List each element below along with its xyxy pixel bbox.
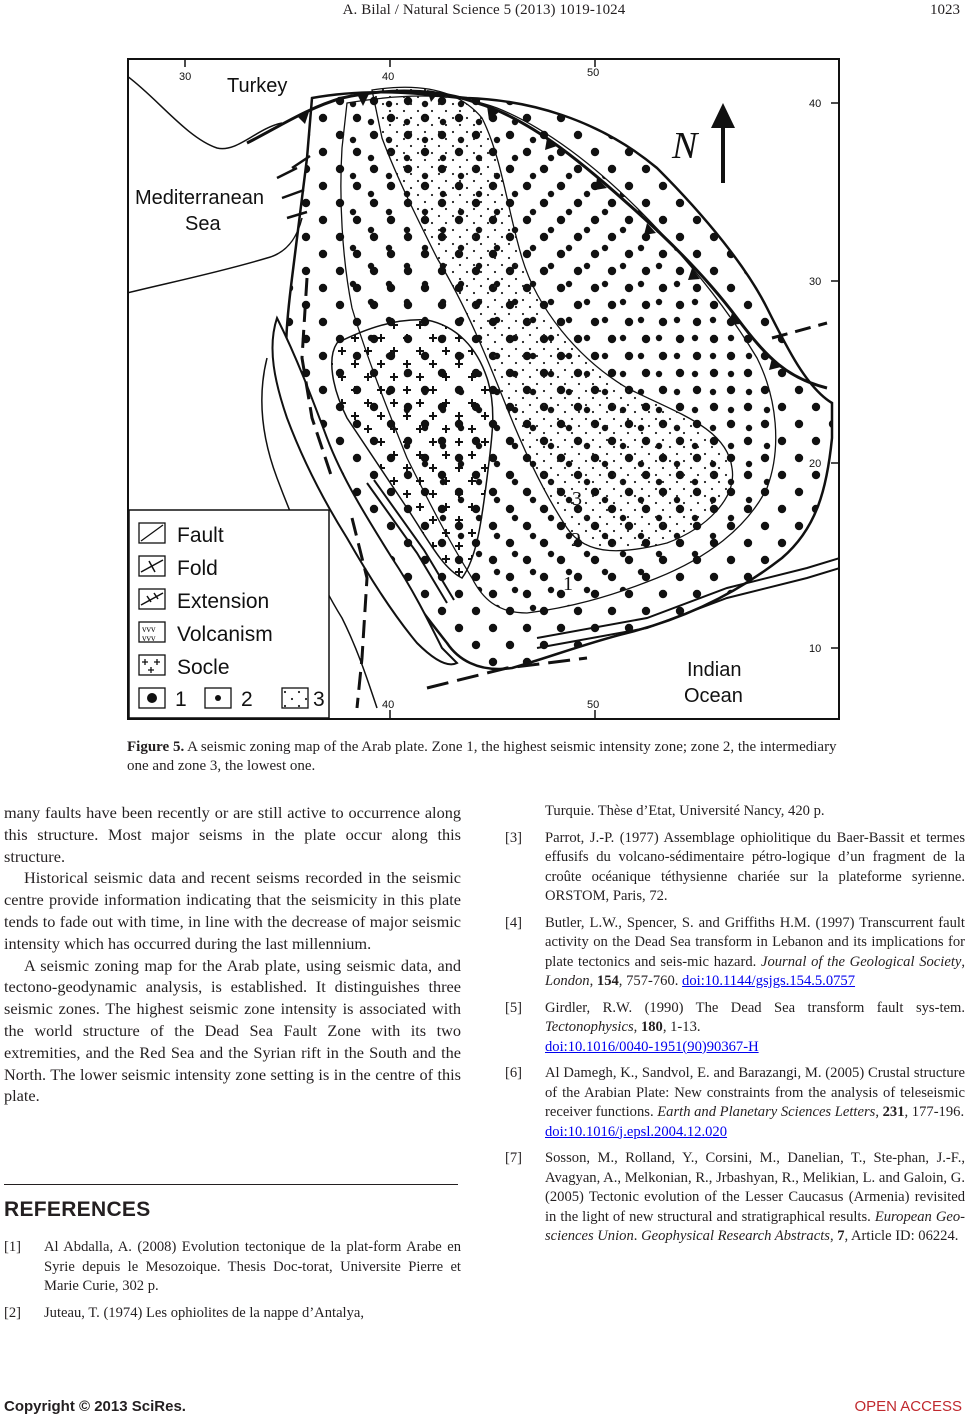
reference-number: [7] [505, 1150, 523, 1166]
reference-number: [1] [4, 1239, 22, 1255]
reference-separator: . [633, 1228, 642, 1244]
reference-pages: , 177-196. [904, 1104, 965, 1120]
paragraph-3: A seismic zoning map for the Arab plate, using seismic data, and tectono-geodynamic analysis, is established. It distinguishes three seismic zones. The highest seismic zone intensity is associated with the world structure of the Dead Sea Fault Zone with its two extremities, and the Red Sea and the Syrian rift in the South and the North. The lower seismic intensity zone setting is in the centre of this plate. [4, 955, 461, 1106]
label-mediterranean: Mediterranean [135, 187, 264, 209]
reference-separator: , [961, 953, 966, 970]
reference-volume: 231 [882, 1104, 905, 1120]
reference-text: Al Abdalla, A. (2008) Evolution tectonique de la plat-form Arabe en Syrie depuis le Mesozoique. Thesis Doc-torat, Universite Pierre et Marie Curie, 302 p. [44, 1239, 461, 1294]
reference-6 [505, 1064, 965, 1142]
paragraph-2: Historical seismic data and recent seisms recorded in the seismic centre provide information indicating that the seismicity in this plate tends to fade out with time, in line with the decrease of major seismic intensity which has occurred during the last millennium. [4, 868, 461, 953]
references-list-right [505, 802, 965, 1254]
reference-volume: 7 [837, 1228, 845, 1244]
reference-separator: , [633, 1019, 641, 1035]
reference-text: Sosson, M., Rolland, Y., Corsini, M., Danelian, T., Ste-phan, J.-F., Avagyan, A., Melkonian, R., Jrbashyan, R., Melikian, L. and Galoin, G. (2005) Tectonic evolution of the Lesser Caucasus (Armenia) revisited in the light of new structural and stratigraphical results. [545, 1150, 965, 1225]
reference-text: Parrot, J.-P. (1977) Assemblage ophiolitique du Baer-Bassit et termes effusifs du volcano-sédimentaire pétro-logique d’un fragment de la croûte océanique téthysienne chariée sur la plateforme syrienne. ORSTOM, Paris, 72. [545, 829, 965, 904]
reference-2 [4, 1304, 461, 1324]
reference-doi-link[interactable]: doi:10.1144/gsjgs.154.5.0757 [682, 973, 856, 989]
tick-right-40: 40 [809, 98, 822, 110]
figure-caption-label: Figure 5. [127, 739, 185, 755]
references-list-left [4, 1238, 461, 1330]
reference-journal: Tectonophysics [545, 1019, 634, 1035]
reference-text: Al Damegh, K., Sandvol, E. and Barazangi, M. (2005) Crustal structure of the Arabian Plate: New constraints from the analysis of teleseismic receiver functions. [545, 1065, 965, 1120]
references-heading: REFERENCES [4, 1198, 151, 1221]
reference-tail: , Article ID: 06224. [844, 1228, 959, 1244]
legend-zone2: 2 [241, 688, 253, 711]
label-indian: Indian [687, 659, 742, 681]
reference-2-continued [505, 802, 965, 822]
figure-caption [127, 738, 847, 776]
reference-number: [5] [505, 999, 523, 1016]
reference-doi-link[interactable]: doi:10.1016/j.epsl.2004.12.020 [545, 1123, 728, 1140]
section-divider [4, 1184, 458, 1185]
reference-7 [505, 1149, 965, 1247]
seismic-zoning-map [127, 58, 840, 720]
page-number: 1023 [930, 2, 960, 18]
legend-fold: Fold [177, 557, 218, 580]
seismic-zoning-map-figure [127, 58, 840, 720]
open-access-label: OPEN ACCESS [854, 1398, 962, 1415]
legend-fault: Fault [177, 524, 224, 547]
tick-bottom-50: 50 [587, 699, 600, 711]
running-title: A. Bilal / Natural Science 5 (2013) 1019-1024 [342, 2, 626, 18]
reference-pages: , 1-13. [662, 1019, 701, 1035]
reference-number: [3] [505, 829, 523, 846]
map-legend [129, 510, 329, 718]
tick-right-30: 30 [809, 276, 822, 288]
legend-zone3: 3 [313, 688, 325, 711]
reference-pages: , 757-760. [618, 973, 683, 989]
reference-journal: European Geo-sciences Union [545, 1208, 965, 1244]
reference-4 [505, 914, 965, 992]
svg-text:vvv: vvv [142, 624, 156, 634]
legend-zone1: 1 [175, 688, 187, 711]
reference-journal: Journal of the Geological Society [760, 953, 962, 970]
legend-socle: Socle [177, 656, 230, 679]
figure-caption-text: A seismic zoning map of the Arab plate. Zone 1, the highest seismic intensity zone; zone 2, the intermediary one and zone 3, the lowest one. [127, 739, 837, 774]
map-zone2-number: 2 [571, 529, 581, 551]
left-column-body [4, 802, 461, 1107]
label-ocean: Ocean [684, 685, 743, 707]
tick-bottom-40: 40 [382, 699, 395, 711]
reference-text: Girdler, R.W. (1990) The Dead Sea transform fault sys-tem. [545, 999, 965, 1016]
reference-separator: , [589, 973, 597, 989]
tick-top-50: 50 [587, 67, 600, 79]
paragraph-1: many faults have been recently or are still active to occurrence along this structure. Most major seisms in the plate occur along this structure. [4, 803, 461, 866]
reference-journal: Earth and Planetary Sciences Letters [657, 1104, 876, 1120]
reference-text: Butler, L.W., Spencer, S. and Griffiths H.M. (1997) Transcurrent fault activity on the Dead Sea transform in Lebanon and its implications for plate tectonics and seis-mic hazard. [545, 914, 965, 970]
reference-number: [6] [505, 1065, 523, 1081]
legend-volcanism: Volcanism [177, 623, 273, 646]
reference-number: [4] [505, 914, 523, 931]
legend-extension: Extension [177, 590, 270, 613]
reference-3 [505, 829, 965, 907]
map-zone1-number: 1 [563, 573, 573, 595]
map-zone3-number: 3 [572, 488, 582, 510]
label-sea: Sea [185, 213, 221, 235]
reference-separator: , [875, 1104, 883, 1120]
reference-separator: , [829, 1228, 838, 1244]
label-turkey: Turkey [227, 75, 288, 97]
tick-top-40: 40 [382, 71, 395, 83]
reference-text: Turquie. Thèse d’Etat, Université Nancy, 420 p. [545, 803, 825, 819]
reference-city: London [545, 973, 590, 989]
tick-right-20: 20 [809, 458, 822, 470]
north-label: N [672, 125, 698, 167]
reference-doi-link[interactable]: doi:10.1016/0040-1951(90)90367-H [545, 1038, 759, 1055]
tick-top-30: 30 [179, 71, 192, 83]
reference-volume: 180 [640, 1019, 663, 1035]
svg-text:vvv: vvv [142, 633, 156, 643]
reference-journal-2: Geophysical Research Abstracts [641, 1228, 830, 1244]
copyright-notice: Copyright © 2013 SciRes. [4, 1398, 186, 1415]
legend-socle-swatch [139, 655, 165, 675]
tick-right-10: 10 [809, 643, 822, 655]
reference-volume: 154 [596, 973, 619, 989]
reference-text: Juteau, T. (1974) Les ophiolites de la nappe d’Antalya, [44, 1304, 365, 1321]
legend-zone3-swatch [282, 688, 308, 708]
reference-5 [505, 999, 965, 1058]
reference-number: [2] [4, 1304, 22, 1321]
reference-1 [4, 1238, 461, 1297]
